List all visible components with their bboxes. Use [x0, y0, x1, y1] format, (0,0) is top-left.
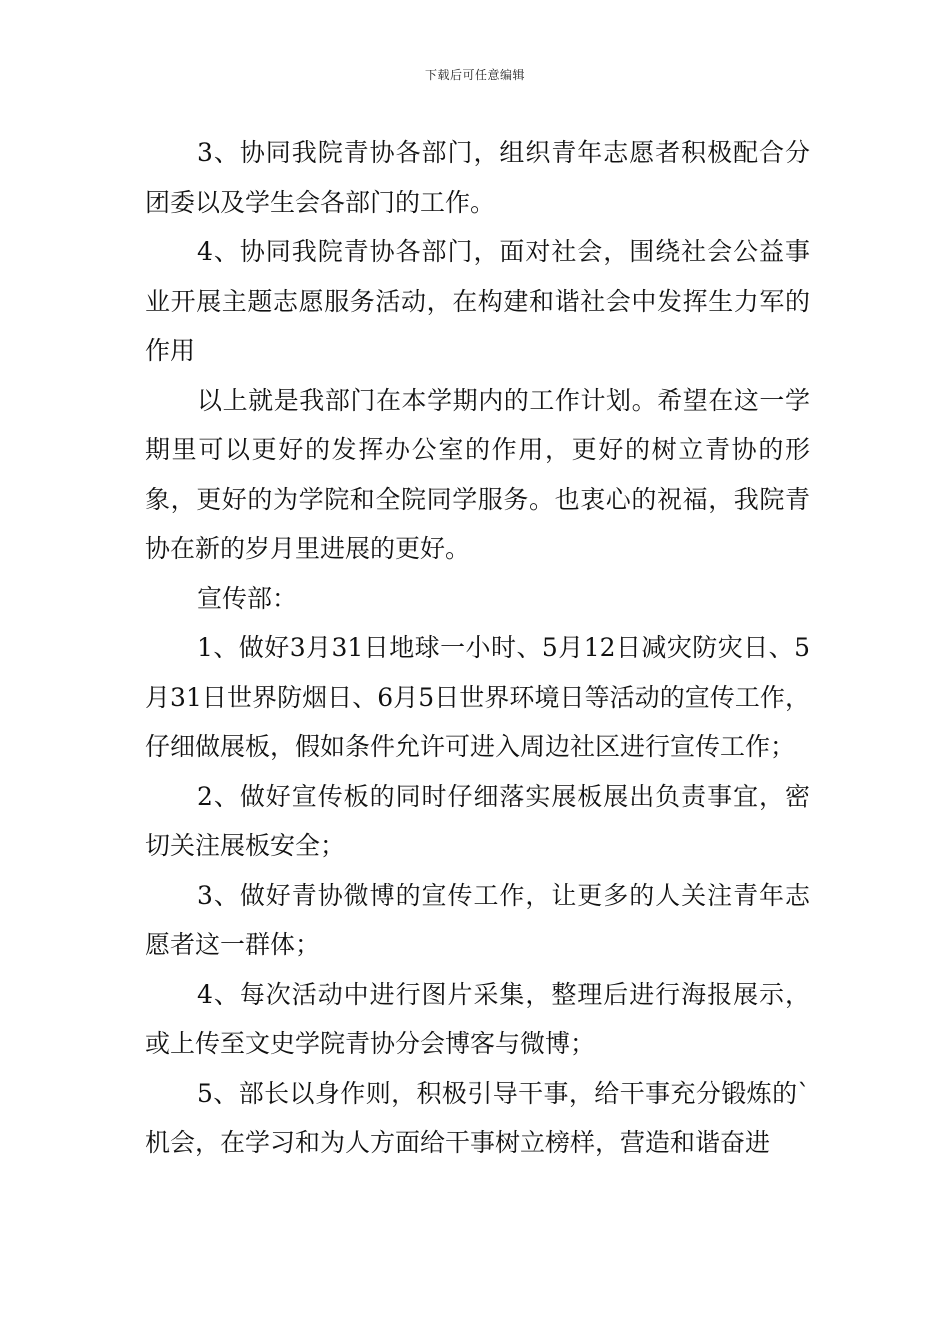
paragraph-item-3-cooperation: 3、协同我院青协各部门，组织青年志愿者积极配合分团委以及学生会各部门的工作。: [145, 138, 810, 217]
page-header: 下载后可任意编辑: [424, 68, 525, 82]
paragraph-publicity-item-3: 3、做好青协微博的宣传工作，让更多的人关注青年志愿者这一群体；: [145, 880, 810, 959]
paragraph-summary: 以上就是我部门在本学期内的工作计划。希望在这一学期里可以更好的发挥办公室的作用，更好的树立青协的形象，更好的为学院和全院同学服务。也衷心的祝福，我院青协在新的岁月里进展的更好。: [145, 385, 810, 563]
document-body: [145, 128, 810, 1168]
paragraph-publicity-item-1: 1、做好3月31日地球一小时、5月12日减灾防灾日、5月31日世界防烟日、6月5日世界环境日等活动的宣传工作，仔细做展板，假如条件允许可进入周边社区进行宣传工作；: [145, 633, 810, 761]
section-heading-publicity: 宣传部：: [197, 583, 298, 613]
paragraph-item-4-public-welfare: 4、协同我院青协各部门，面对社会，围绕社会公益事业开展主题志愿服务活动，在构建和谐社会中发挥生力军的作用: [145, 237, 810, 365]
paragraph-publicity-item-5: 5、部长以身作则，积极引导干事，给干事充分锻炼的`机会，在学习和为人方面给干事树立榜样，营造和谐奋进: [145, 1078, 810, 1157]
paragraph-publicity-item-2: 2、做好宣传板的同时仔细落实展板展出负责事宜，密切关注展板安全；: [145, 781, 810, 860]
paragraph-publicity-item-4: 4、每次活动中进行图片采集，整理后进行海报展示，或上传至文史学院青协分会博客与微博；: [145, 979, 810, 1058]
